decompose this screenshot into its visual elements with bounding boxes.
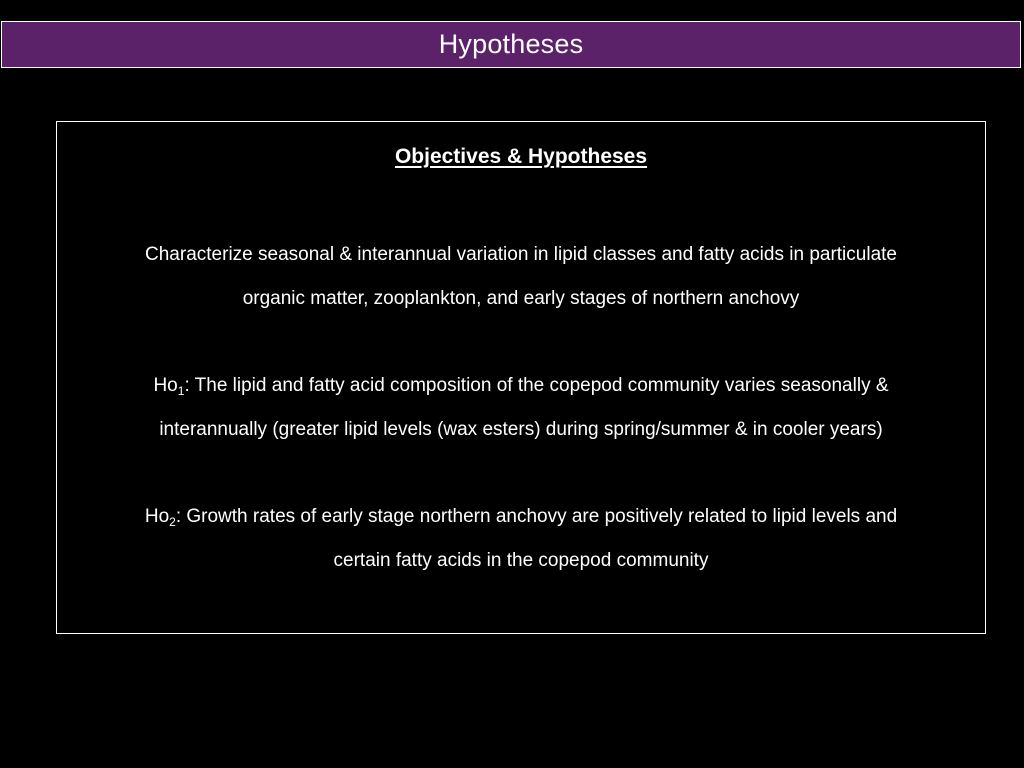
hypothesis-2-line-1: [75, 495, 967, 539]
hypothesis-2-line-2: certain fatty acids in the copepod community: [333, 549, 709, 571]
hypothesis-2-subscript: 2: [169, 515, 176, 529]
slide-title: Hypotheses: [438, 29, 584, 59]
hypothesis-1-line-1: [75, 364, 967, 408]
hypothesis-1-subscript: 1: [177, 384, 185, 398]
objective-line-1: Characterize seasonal & interannual variation in lipid classes and fatty acids in particulate: [145, 244, 897, 265]
hypothesis-1-paragraph: [75, 364, 967, 451]
hypothesis-2-text: : Growth rates of early stage northern anchovy are positively related to lipid levels and: [175, 506, 898, 527]
objective-paragraph: [75, 233, 967, 320]
content-box: [56, 121, 986, 634]
objective-line-2: organic matter, zooplankton, and early stages of northern anchovy: [242, 287, 800, 309]
hypothesis-1-text: : The lipid and fatty acid composition of the copepod community varies seasonally &: [184, 375, 889, 396]
hypothesis-1-prefix: Ho: [153, 375, 178, 396]
title-bar: [1, 21, 1021, 68]
objectives-heading: Objectives & Hypotheses: [394, 145, 648, 168]
hypothesis-1-line-2: interannually (greater lipid levels (wax esters) during spring/summer & in cooler years): [159, 418, 883, 440]
hypothesis-2-prefix: Ho: [144, 506, 170, 527]
hypothesis-2-paragraph: [75, 495, 967, 582]
